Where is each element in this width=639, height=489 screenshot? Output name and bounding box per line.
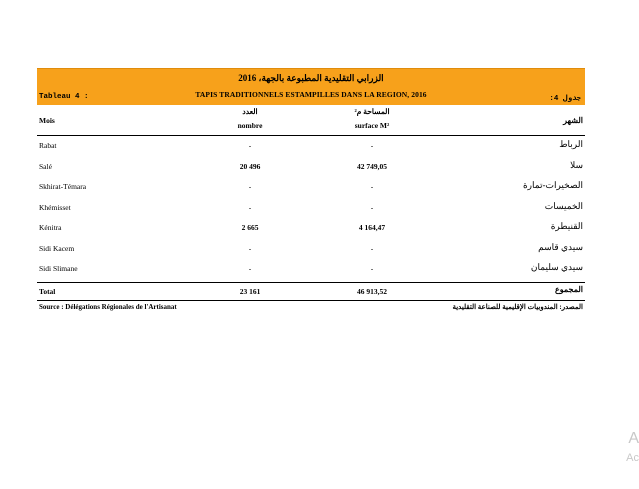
table-row <box>37 177 585 198</box>
row-label-arabic: سيدي سليمان <box>530 262 583 272</box>
row-nombre: - <box>248 243 252 253</box>
header-surface-arabic: المساحة م² <box>354 107 390 116</box>
total-label-arabic: المجموع <box>555 284 583 294</box>
title-arabic: الزرابي التقليدية المطبوعة بالجهة، 2016 <box>238 73 384 83</box>
activation-watermark-line2: Ac <box>626 452 639 464</box>
row-label-arabic: سلا <box>570 159 583 170</box>
column-header-row <box>37 105 585 136</box>
row-nombre: 20 496 <box>239 161 261 171</box>
row-label-arabic: سيدي قاسم <box>538 241 583 252</box>
row-label: Sidi Kacem <box>39 243 75 253</box>
row-surface: - <box>370 202 374 212</box>
total-surface: 46 913,52 <box>357 286 387 296</box>
header-nombre: nombre <box>237 121 263 130</box>
header-chahr: الشهر <box>563 116 583 125</box>
row-label-arabic: الرباط <box>559 139 583 149</box>
statistics-table <box>37 68 585 315</box>
row-nombre: - <box>248 182 252 191</box>
header-nombre-arabic: العدد <box>242 107 258 116</box>
table-row <box>37 218 585 239</box>
row-surface: - <box>370 243 374 253</box>
source-arabic: المصدر: المندوبيات الإقليمية للصناعة التقليدية <box>452 302 583 311</box>
row-label: Skhirat-Témara <box>39 182 87 191</box>
table-number-arabic: جدول 4: <box>549 95 581 103</box>
row-surface: 42 749,05 <box>357 161 387 171</box>
row-surface: - <box>370 141 374 150</box>
header-mois: Mois <box>39 116 55 125</box>
row-label: Sidi Slimane <box>39 264 78 273</box>
total-label: Total <box>39 286 56 296</box>
header-surface: surface M² <box>354 121 390 130</box>
table-row <box>37 259 585 280</box>
row-nombre: - <box>248 264 252 273</box>
total-row <box>37 282 585 301</box>
row-label-arabic: الخميسات <box>544 200 583 211</box>
table-row <box>37 136 585 157</box>
row-surface: - <box>370 264 374 273</box>
row-nombre: - <box>248 202 252 212</box>
row-nombre: - <box>248 141 252 150</box>
table-row <box>37 157 585 178</box>
row-label: Kénitra <box>39 223 62 232</box>
table-row <box>37 198 585 219</box>
table-banner <box>37 68 585 105</box>
activation-watermark-line1: A <box>628 430 639 447</box>
table-row <box>37 239 585 260</box>
row-label-arabic: القنيطرة <box>550 221 583 231</box>
row-label-arabic: الصخيرات-تمارة <box>522 180 583 190</box>
row-label: Khémisset <box>39 202 71 212</box>
title-french: TAPIS TRADITIONNELS ESTAMPILLES DANS LA REGION, 2016 <box>195 90 427 99</box>
total-nombre: 23 161 <box>239 286 261 296</box>
row-nombre: 2 665 <box>241 223 259 232</box>
source-note <box>37 301 585 315</box>
row-surface: 4 164,47 <box>358 223 386 232</box>
row-surface: - <box>370 182 374 191</box>
row-label: Salé <box>39 161 52 171</box>
row-label: Rabat <box>39 141 57 150</box>
table-number-french: Tableau 4 : <box>39 93 89 101</box>
source-french: Source : Délégations Régionales de l'Artisanat <box>39 302 177 311</box>
